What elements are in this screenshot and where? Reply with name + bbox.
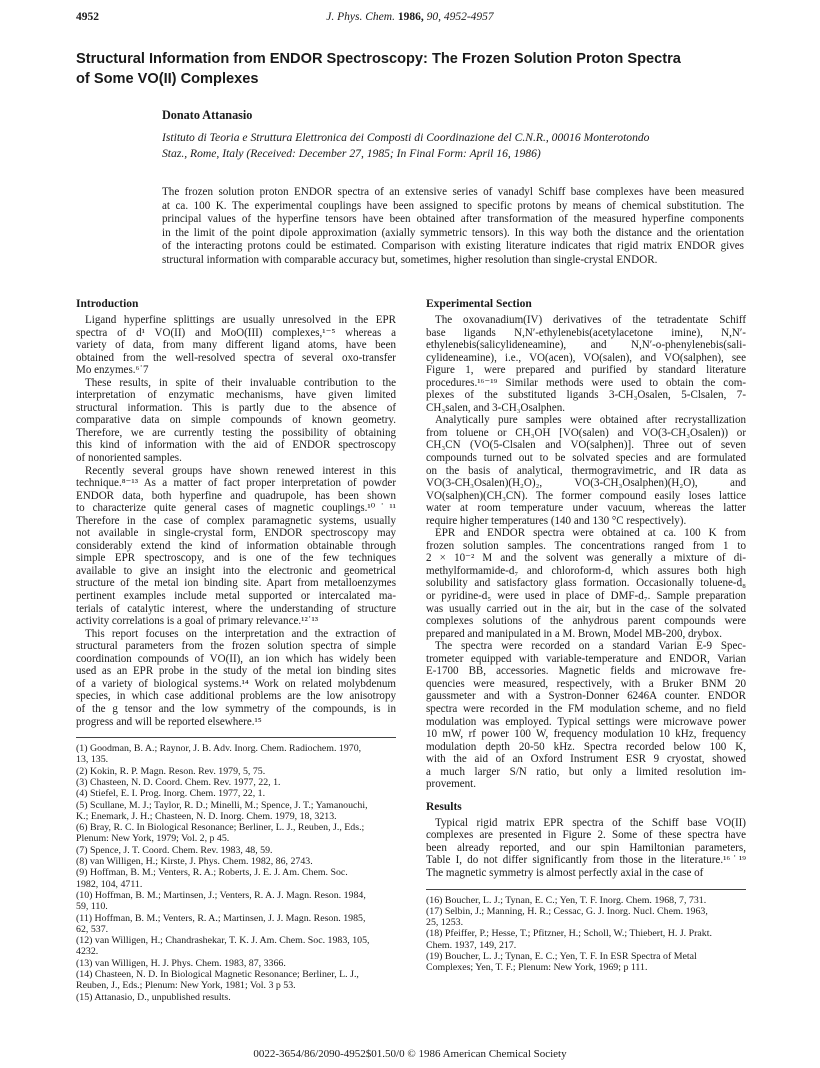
text-line: ethylenebis(salicylideneamine), and N,N′-o-phenylenebis(sali-	[426, 339, 746, 352]
text-line: VO(salphen)(CH₃CN). The former compound easily loses lattice	[426, 489, 746, 502]
copyright-footer: 0022-3654/86/2090-4952$01.50/0 © 1986 American Chemical Society	[253, 1048, 567, 1060]
reference-item: Plenum: New York, 1979; Vol. 2, p 45.	[76, 833, 230, 845]
text-line: complexes are presented in Figure 2. Some of these spectra have	[426, 829, 746, 842]
text-line: was usually carried out in the air, but in the case of the solvated	[426, 602, 746, 615]
text-line: quencies were measured, respectively, with a Bruker BNM 20	[426, 677, 746, 690]
text-line: compounds turned out to be solvated species and are formulated	[426, 452, 746, 465]
text-line: CH₃salen, and 3-CH₃Osalphen.	[426, 401, 566, 414]
reference-item: (19) Boucher, L. J.; Tynan, E. C.; Yen, T. F. In ESR Spectra of Metal	[426, 951, 697, 962]
text-line: Table I, do not differ significantly from those in the literature.¹⁶˙¹⁹	[426, 854, 746, 867]
reference-item: (8) van Willigen, H.; Kirste, J. Phys. Chem. 1982, 86, 2743.	[76, 856, 313, 868]
paragraph	[76, 377, 396, 465]
abstract-line: at ca. 100 K. The experimental couplings have been assigned to specific protons by means of chemical substitution. The	[162, 199, 744, 212]
text-line: solubility and satisfactory glass formation. Occasionally toluene-d₈	[426, 577, 746, 590]
paragraph	[426, 314, 746, 414]
paragraph	[426, 414, 746, 527]
text-line: not available in single-crystal form, ENDOR spectroscopy may	[76, 527, 396, 540]
text-line: of the g tensor and the low symmetry of the compounds, is in	[76, 702, 396, 715]
text-line: Therefore in the case of complex paramagnetic systems, usually	[76, 514, 396, 527]
title-line: Structural Information from ENDOR Spectroscopy: The Frozen Solution Proton Spectra	[76, 51, 681, 67]
reference-item: (2) Kokin, R. P. Magn. Reson. Rev. 1979, 5, 75.	[76, 765, 266, 777]
author-name: Donato Attanasio	[162, 108, 253, 122]
reference-item: (14) Chasteen, N. D. In Biological Magnetic Resonance; Berliner, L. J.,	[76, 968, 359, 980]
text-line: simple EPR spectroscopy, and is one of the few techniques	[76, 552, 396, 565]
text-line: interpretation of enzymatic mechanisms, have given limited	[76, 389, 396, 402]
reference-item: 59, 110.	[76, 901, 108, 913]
text-line: coordination compounds of VO(II), an ion which has widely been	[76, 652, 396, 665]
text-line: plexes of the substituted ligands 3-CH₃Osalen, 5-Clsalen, 7-	[426, 389, 746, 402]
text-line: pertinent examples include metal supported or intercalated ma-	[76, 590, 396, 603]
reference-item: 62, 537.	[76, 923, 109, 935]
text-line: on the basis of analytical, thermogravimetric, and IR data as	[426, 464, 746, 477]
section-heading-experimental: Experimental Section	[426, 298, 532, 310]
paragraph	[76, 465, 396, 628]
paragraph	[426, 640, 746, 791]
text-line: structural information. This is partly due to the absence of	[76, 401, 396, 414]
text-line: Ligand hyperfine splittings are usually unresolved in the EPR	[85, 314, 396, 326]
text-line: modulation was employed. Typical settings were microwave power	[426, 715, 746, 728]
reference-item: (12) van Willigen, H.; Chandrashekar, T. K. J. Am. Chem. Soc. 1983, 105,	[76, 935, 370, 947]
reference-item: (4) Stiefel, E. I. Prog. Inorg. Chem. 1977, 22, 1.	[76, 788, 266, 800]
text-line: modulation depth 20-50 kHz. Spectra recorded below 100 K,	[426, 740, 746, 753]
reference-item: (15) Attanasio, D., unpublished results.	[76, 991, 231, 1003]
text-line: Mo enzymes.⁶˙7	[76, 364, 149, 377]
text-line: EPR and ENDOR spectra were obtained at ca. 100 K from	[435, 527, 746, 540]
reference-item: (16) Boucher, L. J.; Tynan, E. C.; Yen, T. F. Inorg. Chem. 1968, 7, 731.	[426, 894, 707, 906]
text-line: The spectra were recorded on a standard Varian E-9 Spec-	[435, 640, 746, 653]
section-heading-results: Results	[426, 800, 462, 813]
reference-item: (18) Pfeiffer, P.; Hesse, T.; Pfitzner, H.; Scholl, W.; Thiebert, H. J. Prakt.	[426, 928, 712, 940]
text-line: provement.	[426, 778, 477, 791]
text-line: This report focuses on the interpretation and the extraction of	[85, 627, 396, 640]
text-line: activity correlations is a goal of primary relevance.¹²˙¹³	[76, 615, 319, 628]
journal-year: 1986,	[397, 11, 424, 23]
text-line: require higher temperatures (140 and 130 °C respectively).	[426, 514, 687, 527]
journal-name: J. Phys. Chem.	[326, 11, 395, 23]
text-line: trometer equipped with variable-temperature and ENDOR, Varian	[426, 652, 746, 665]
abstract-line: in the limit of the point dipole approximation (axially symmetric tensors). In this way both the distance and the orientation	[162, 226, 744, 239]
journal-citation	[76, 11, 744, 23]
text-line: Therefore, we are currently testing the possibility of obtaining	[76, 426, 396, 439]
page-number: 4952	[76, 11, 99, 23]
text-line: complexes solutions of the anhydrous parent compounds were	[426, 615, 746, 628]
text-line: 2 × 10⁻² M and the solvent was generally a mixture of di-	[426, 552, 746, 565]
text-line: obtained from the well-resolved spectra of several oxo-transfer	[76, 351, 396, 364]
reference-item: (7) Spence, J. T. Coord. Chem. Rev. 1983, 48, 59.	[76, 844, 273, 856]
reference-item: (10) Hoffman, B. M.; Martinsen, J.; Venters, R. A. J. Magn. Reson. 1984,	[76, 889, 366, 901]
affiliation-line: Istituto di Teoria e Struttura Elettronica dei Composti di Coordinazione del C.N.R., 00016 Monterotondo	[162, 131, 650, 144]
affiliation-line: Staz., Rome, Italy (Received: December 27, 1985; In Final Form: April 16, 1986)	[162, 146, 541, 160]
reference-item: Chem. 1937, 149, 217.	[426, 939, 517, 951]
text-line: procedures.¹⁶⁻¹⁹ Similar methods were used to obtain the com-	[426, 376, 746, 389]
reference-item: 4232.	[76, 946, 99, 958]
left-column	[76, 298, 396, 1003]
footnote-divider	[76, 737, 396, 738]
text-line: water at room temperature under vacuum, whereas the latter	[426, 502, 746, 515]
text-line: cylideneamine), i.e., VO(acen), VO(salen), and VO(salphen), see	[426, 351, 746, 364]
text-line: Typical rigid matrix EPR spectra of the Schiff base VO(II)	[435, 816, 746, 829]
paragraph	[76, 628, 396, 728]
reference-item: (9) Hoffman, B. M.; Venters, R. A.; Roberts, J. E. J. Am. Chem. Soc.	[76, 867, 348, 879]
reference-item: (5) Scullane, M. J.; Taylor, R. D.; Minelli, M.; Spence, J. T.; Yamanouchi,	[76, 799, 368, 811]
reference-item: (11) Hoffman, B. M.; Venters, R. A.; Martinsen, J. J. Magn. Reson. 1985,	[76, 912, 366, 924]
reference-list	[426, 895, 746, 974]
reference-item: 13, 135.	[76, 754, 109, 766]
abstract	[162, 186, 744, 268]
title-line: of Some VO(II) Complexes	[76, 71, 259, 87]
reference-item: (3) Chasteen, N. D. Coord. Chem. Rev. 1977, 22, 1.	[76, 776, 281, 788]
footnote-divider	[426, 889, 746, 890]
paragraph	[76, 314, 396, 377]
text-line: technique.⁸⁻¹³ As a matter of fact proper interpretation of powder	[76, 477, 396, 490]
section-heading-introduction: Introduction	[76, 298, 139, 310]
text-line: spectra were recorded in the FM modulation scheme, and no field	[426, 702, 746, 715]
text-line: variety of data, from many different ligand atoms, have been	[76, 339, 396, 352]
text-line: been already reported, and our spin Hamiltonian parameters,	[426, 841, 746, 854]
reference-item: 1982, 104, 4711.	[76, 878, 143, 890]
text-line: VO(3-CH₃Osalen)(H₂O)₂, VO(3-CH₃Osalphen)(H₂O), and	[426, 477, 746, 490]
text-line: a much larger S/N ratio, but only a limited resolution im-	[426, 765, 746, 778]
text-line: from toluene or CH₃OH [VO(salen) and VO(3-CH₃Osalen)) or	[426, 426, 746, 439]
text-line: of nonoriented samples.	[76, 452, 182, 465]
article-title	[76, 49, 756, 89]
text-line: gaussmeter and with a Systron-Donner 6246A counter. ENDOR	[426, 690, 746, 703]
text-line: with the aid of an Oxford Instrument ESR 9 cryostat, showed	[426, 753, 746, 766]
text-line: terials of catalytic interest, where the understanding of structure	[76, 602, 396, 615]
reference-item: (6) Bray, R. C. In Biological Resonance; Berliner, L. J., Reuben, J., Eds.;	[76, 822, 365, 834]
text-line: this kind of information with the aid of ENDOR spectroscopy	[76, 439, 396, 452]
reference-item: 25, 1253.	[426, 917, 464, 929]
text-line: The oxovanadium(IV) derivatives of the tetradentate Schiff	[435, 314, 746, 326]
text-line: frozen solution samples. The concentrations ranged from 1 to	[426, 539, 746, 552]
text-line: These results, in spite of their invaluable contribution to the	[85, 376, 396, 389]
text-line: prepared and manipulated in a M. Brown, Model MB-200, drybox.	[426, 627, 723, 640]
text-line: of a variety of biological systems.¹⁴ Work on related molybdenum	[76, 677, 396, 690]
text-line: spectra of d¹ VO(II) and MoO(III) complexes,¹⁻⁵ whereas a	[76, 326, 396, 339]
text-line: progress and will be reported elsewhere.¹⁵	[76, 715, 262, 728]
abstract-line: of the interacting protons could be estimated. Comparison with existing literature indicates that rigid matrix ENDOR gives	[162, 240, 744, 253]
text-line: ENDOR data, both hyperfine and quadrupole, has been shown	[76, 489, 396, 502]
reference-item: (13) van Willigen, H. J. Phys. Chem. 1983, 87, 3366.	[76, 957, 286, 969]
text-line: available to give an insight into the electronic and geometrical	[76, 564, 396, 577]
paragraph	[426, 527, 746, 640]
text-line: comparative data on simple compounds of known geometry.	[76, 414, 396, 427]
reference-item: (1) Goodman, B. A.; Raynor, J. B. Adv. Inorg. Chem. Radiochem. 1970,	[76, 743, 362, 755]
text-line: CH₃CN (VO(5-Clsalen and VO(salphen)]. Three out of seven	[426, 439, 746, 452]
author-affiliation	[162, 130, 762, 161]
reference-item: Reuben, J., Eds.; Plenum: New York, 1981; Vol. 3 p 53.	[76, 980, 296, 992]
text-line: considerably extend the kind of information obtainable through	[76, 539, 396, 552]
text-line: or pyridine-d₅ were used in place of DMF-d₇. Sample preparation	[426, 590, 746, 603]
text-line: used as an EPR probe in the study of the metal ion binding sites	[76, 665, 396, 678]
text-line: structural parameters from the frozen solution spectra of simple	[76, 640, 396, 653]
text-line: structure of the metal ion binding site. Apart from metalloenzymes	[76, 577, 396, 590]
text-line: Recently several groups have shown renewed interest in this	[85, 464, 396, 477]
text-line: The magnetic symmetry is almost perfectly axial in the case of	[426, 866, 704, 879]
paragraph	[426, 817, 746, 880]
reference-item: K.; Enemark, J. H.; Chasteen, N. D. Inorg. Chem. 1979, 18, 3213.	[76, 810, 337, 822]
text-line: methylformamide-d₇ and chloroform-d, which assures both high	[426, 564, 746, 577]
running-header	[76, 11, 744, 29]
journal-volume-pages: 90, 4952-4957	[426, 11, 494, 23]
text-line: base ligands N,N′-ethylenebis(acetylacetone imine), N,N′-	[426, 326, 746, 339]
abstract-line: The frozen solution proton ENDOR spectra of an extensive series of vanadyl Schiff base complexes have been measured	[162, 186, 744, 198]
text-line: Analytically pure samples were obtained after recrystallization	[435, 414, 746, 427]
text-line: E-1700 BB, accessories. Magnetic fields and microwave fre-	[426, 665, 746, 678]
abstract-line: structural information with comparable accuracy but, sometimes, higher resolution than single-crystal ENDOR.	[162, 253, 658, 266]
text-line: 10 mW, rf power 100 W, frequency modulation 10 kHz, frequency	[426, 728, 746, 741]
abstract-line: principal values of the hyperfine tensors have been obtained after transformation of the measured hyperfine components	[162, 213, 744, 226]
text-line: Figure 1, were prepared and purified by standard literature	[426, 364, 746, 377]
right-column	[426, 298, 746, 974]
text-line: species, in which case additional problems are the low anisotropy	[76, 690, 396, 703]
reference-item: (17) Selbin, J.; Manning, H. R.; Cessac, G. J. Inorg. Nucl. Chem. 1963,	[426, 905, 708, 917]
reference-list	[76, 743, 396, 1003]
reference-item: Complexes; Yen, T. F.; Plenum: New York, 1969; p 111.	[426, 962, 648, 974]
text-line: to characterize quite general cases of magnetic couplings.¹⁰˙¹¹	[76, 502, 396, 515]
